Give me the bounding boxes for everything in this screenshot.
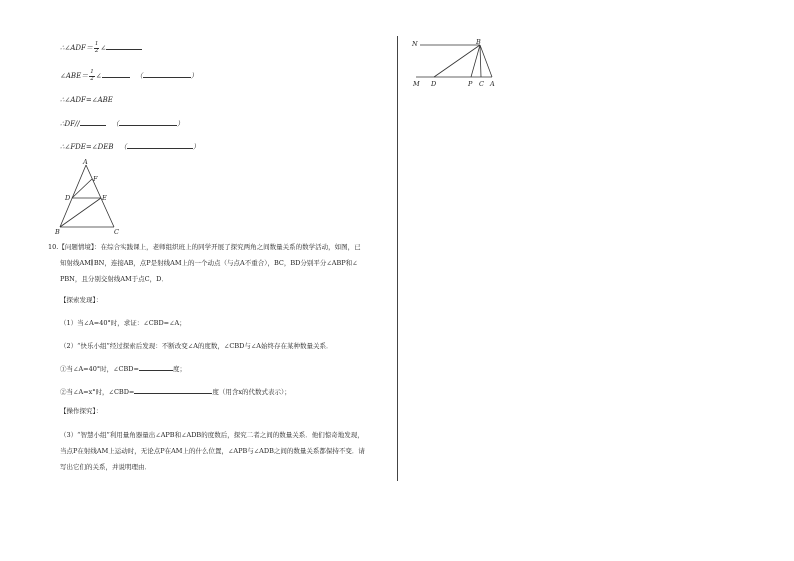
step1-prefix: ∴∠ADF＝ (60, 44, 93, 52)
circled-one: ① (60, 365, 67, 373)
q10-item-3-line-3: 写出它们的关系，并说明理由． (60, 463, 151, 471)
triangle-figure (52, 158, 132, 238)
proof-step-2: ∠ABE＝ $\frac{1}{2}$ ∠ （ ） (60, 69, 198, 82)
q10-line-3: PBN，且分别交射线AM于点C，D． (60, 275, 168, 283)
q10-sub-2: ②当∠A=x°时，∠CBD= 度（用含x的代数式表示）； (60, 388, 291, 396)
proof-step-4: ∴DF// （ ） (60, 120, 184, 128)
proof-step-3: ∴∠ADF=∠ABE (60, 96, 113, 104)
q10-line-2: 知射线AM∥BN，连接AB，点P是射线AM上的一个动点（与点A不重合），BC，BD分别平分∠ABP和∠ (60, 259, 358, 267)
label-A: A (83, 158, 88, 166)
label-B: B (476, 38, 481, 46)
column-divider (397, 36, 398, 481)
q10-line-1: 10.【问题情境】：在综合实践课上，老师组织班上的同学开展了探究两角之间数量关系的数学活动，如图，已 (48, 243, 361, 251)
segment-BA (480, 45, 492, 77)
q10-item-3-line-1: （3）“智慧小组”利用量角器量出∠APB和∠ADB的度数后，探究二者之间的数量关系．他们惊奇地发现， (60, 431, 364, 439)
segment-BP (471, 45, 480, 77)
proof-step-5: ∴∠FDE=∠DEB （ ） (60, 143, 200, 151)
label-E: E (102, 194, 107, 202)
label-C: C (479, 80, 484, 88)
label-P: P (468, 80, 473, 88)
segment-AC (86, 165, 114, 227)
proof-step-1: ∴∠ADF＝ $\frac{1}{2}$ ∠ (60, 42, 142, 54)
label-F: F (93, 175, 98, 183)
answer-blank[interactable] (139, 363, 173, 371)
reason-blank[interactable] (143, 70, 191, 78)
rays-figure (408, 36, 504, 92)
half-fraction: $\frac{1}{2}$ (90, 69, 94, 82)
label-D: D (431, 80, 437, 88)
label-A: A (490, 80, 495, 88)
answer-blank[interactable] (106, 42, 142, 50)
half-fraction: $\frac{1}{2}$ (94, 41, 99, 54)
answer-blank[interactable] (102, 70, 130, 78)
q10-item-3-line-2: 当点P在射线AM上运动时，无论点P在AM上的什么位置，∠APB与∠ADB之间的数量关系都保持不变．请 (60, 447, 365, 455)
label-M: M (413, 80, 420, 88)
label-C: C (114, 228, 119, 236)
explore-heading: 【探索发现】： (60, 296, 103, 304)
answer-blank[interactable] (80, 118, 106, 126)
answer-blank[interactable] (134, 386, 212, 394)
q10-item-2: （2）“快乐小组”经过探索后发现：不断改变∠A的度数，∠CBD与∠A始终存在某种数量关系． (60, 342, 333, 350)
circled-two: ② (60, 388, 67, 396)
segment-DF (72, 179, 92, 198)
label-D: D (65, 194, 71, 202)
reason-blank[interactable] (127, 141, 193, 149)
label-N: N (412, 40, 418, 48)
q10-item-1: （1）当∠A=40°时，求证：∠CBD=∠A； (60, 319, 186, 327)
reason-blank[interactable] (119, 118, 177, 126)
label-B: B (55, 228, 60, 236)
q10-sub-1: ①当∠A=40°时，∠CBD= 度； (60, 365, 186, 373)
segment-BC (480, 45, 481, 77)
segment-BD (434, 45, 480, 77)
operate-heading: 【操作探究】： (60, 407, 103, 415)
